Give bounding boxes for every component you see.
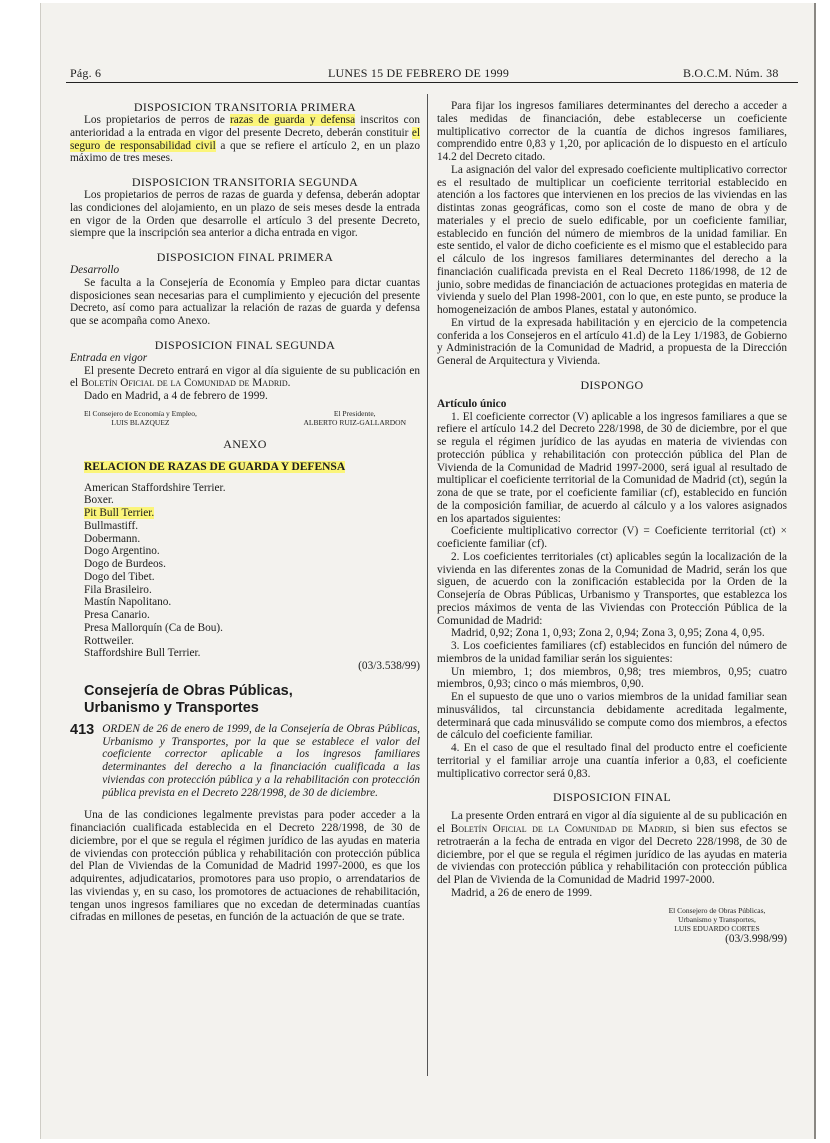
order-number: 413	[70, 721, 95, 738]
list-item: Fila Brasileiro.	[84, 583, 152, 596]
paragraph: Se faculta a la Consejería de Economía y Empleo para dictar cuantas disposiciones sean necesarias para el cumplimiento y ejecución del presente Decreto, así como para actualizar la relación de razas de guarda y defensa que se acompaña como Anexo.	[70, 276, 420, 327]
department-title: Consejería de Obras Públicas,	[84, 682, 293, 699]
annex-list-title: RELACION DE RAZAS DE GUARDA Y DEFENSA	[84, 460, 346, 473]
paragraph: Dado en Madrid, a 4 de febrero de 1999.	[84, 390, 268, 402]
list-item: Presa Canario.	[84, 609, 150, 621]
bulletin-number: B.O.C.M. Núm. 38	[683, 66, 779, 80]
paragraph: En el supuesto de que uno o varios miembros de la unidad familiar sean minusválidos, tal circunstancia debidamente acreditada legalmente, determinará que cada minusválido se compute como dos miembros, a efectos de cálculo del coeficiente familiar.	[437, 691, 787, 742]
section-title: DISPOSICION TRANSITORIA SEGUNDA	[131, 175, 359, 189]
reference-number: (03/3.538/99)	[358, 660, 420, 672]
paragraph: La presente Orden entrará en vigor al día siguiente al de su publicación en el Boletín Oficial de la Comunidad de Madrid, si bien sus efectos se retrotraerán a la fecha de entrada en vigor del Decreto 228/1998, de 30 de diciembre, por el que se regula el régimen jurídico de las ayudas en materia de viviendas con protección pública y rehabilitación con protección pública del Plan de Vivienda de la Comunidad de Madrid 1997-2000.	[437, 810, 787, 886]
paragraph: Un miembro, 1; dos miembros, 0,98; tres miembros, 0,95; cuatro miembros, 0,93; cinco o más miembros, 0,90.	[437, 665, 787, 691]
paragraph: Madrid, 0,92; Zona 1, 0,93; Zona 2, 0,94; Zona 3, 0,95; Zona 4, 0,95.	[451, 627, 765, 640]
header-rule	[66, 82, 798, 83]
section-title: DISPOSICION FINAL PRIMERA	[156, 250, 334, 264]
list-item: Dogo de Burdeos.	[84, 558, 166, 570]
list-item: Boxer.	[84, 494, 114, 507]
left-column	[70, 100, 420, 924]
paragraph: 2. Los coeficientes territoriales (ct) aplicables según la localización de la vivienda en las diferentes zonas de la Comunidad de Madrid, serán los que siguen, de acuerdo con la zonificación establecida por la Orden de la Consejería de Obras Públicas, Urbanismo y Transportes, que establezca los precios máximos de venta de las Viviendas con Protección Pública de la Comunidad de Madrid:	[437, 550, 787, 627]
list-item: Presa Mallorquín (Ca de Bou).	[84, 621, 223, 634]
annex-title: ANEXO	[223, 436, 267, 451]
list-item: Mastín Napolitano.	[84, 596, 172, 609]
article-title: Artículo único	[437, 397, 507, 410]
paragraph: Los propietarios de perros de razas de guarda y defensa, deberán adoptar las condiciones del alojamiento, en un plazo de seis meses desde la entrada en vigor de la Orden que desarrolle el artículo 3 del presente Decreto, siempre que la inscripción sea anterior a dicha entrada en vigor.	[70, 189, 420, 240]
department-title: Urbanismo y Transportes	[84, 699, 259, 716]
paragraph: 1. El coeficiente corrector (V) aplicable a los ingresos familiares a que se refiere el artículo 14.2 del Decreto 228/1998, de 30 de diciembre, por el que se regula el régimen jurídico de las ayudas en materia de viviendas con protección pública y rehabilitación con protección pública del Plan de Vivienda de la Comunidad de Madrid 1997-2000, será igual al resultado de multiplicar el coeficiente territorial de la Comunidad de Madrid (ct), según la zona de que se trate, por el coeficiente familiar (cf), establecido en función de la composición familiar, de acuerdo al cálculo y a los valores asignados en los apartados siguientes:	[437, 410, 787, 525]
section-title: DISPOSICION TRANSITORIA PRIMERA	[133, 100, 357, 114]
reference-number: (03/3.998/99)	[725, 932, 787, 945]
list-item: Staffordshire Bull Terrier.	[84, 647, 201, 660]
paragraph: El presente Decreto entrará en vigor al día siguiente de su publicación en el Boletín Oficial de la Comunidad de Madrid.	[70, 364, 420, 390]
list-item: Pit Bull Terrier.	[84, 507, 155, 519]
subsection-title: Entrada en vigor	[70, 351, 148, 364]
paragraph: Coeficiente multiplicativo corrector (V) = Coeficiente territorial (ct) × coeficiente familiar (cf).	[437, 525, 787, 550]
section-title: DISPONGO	[580, 377, 644, 392]
paragraph: 3. Los coeficientes familiares (cf) establecidos en función del número de miembros de la unidad familiar serán los siguientes:	[437, 640, 787, 665]
list-item: Rottweiler.	[84, 634, 134, 647]
order-heading	[70, 723, 420, 800]
column-divider	[427, 94, 428, 1076]
section-title: DISPOSICION FINAL	[552, 790, 672, 805]
list-item: American Staffordshire Terrier.	[84, 481, 226, 494]
list-item: Dobermann.	[84, 532, 141, 545]
highlight: el seguro de responsabilidad civil	[70, 126, 420, 152]
paragraph: 4. En el caso de que el resultado final del producto entre el coeficiente territorial y el familiar arroje una cuantía inferior a 0,83, el coeficiente multiplicativo corrector será 0,83.	[437, 742, 787, 780]
signature-block: El Consejero de Economía y Empleo, LUIS BLAZQUEZ El Presidente, ALBERTO RUIZ-GALLARDON	[84, 408, 406, 427]
order-summary: ORDEN de 26 de enero de 1999, de la Consejería de Obras Públicas, Urbanismo y Transportes, por la que se establece el valor del coeficiente corrector aplicable a los ingresos familiares determinantes del derecho a la financiación cualificada a las viviendas con protección pública y a la rehabilitación con protección pública prevista en el Decreto 228/1998, de 30 de diciembre.	[102, 722, 420, 799]
breed-list	[70, 482, 420, 661]
list-item: Dogo Argentino.	[84, 545, 160, 558]
section-title: DISPOSICION FINAL SEGUNDA	[154, 337, 336, 352]
list-item: Bullmastiff.	[84, 519, 139, 532]
paragraph: Los propietarios de perros de razas de guarda y defensa inscritos con anterioridad a la entrada en vigor del presente Decreto, deberán constituir el seguro de responsabilidad civil a que se refiere el artículo 2, en un plazo máximo de tres meses.	[70, 114, 420, 165]
subsection-title: Desarrollo	[70, 264, 120, 276]
page-number: Pág. 6	[70, 66, 102, 80]
right-column	[437, 100, 787, 945]
paragraph: Para fijar los ingresos familiares determinantes del derecho a acceder a tales medidas de financiación, debe establecerse un coeficiente multiplicativo corrector de la cuantía de dichos ingresos familiares, comprendido entre 0,83 y 1,20, por aplicación de lo dispuesto en el artículo 14.2 del Decreto citado.	[437, 100, 787, 163]
issue-date: LUNES 15 DE FEBRERO DE 1999	[328, 66, 510, 80]
paragraph: La asignación del valor del expresado coeficiente multiplicativo corrector es el resultado de multiplicar un coeficiente territorial establecido en atención a los factores que intervienen en los precios de las viviendas en las distintas zonas geográficas, como son el coste de mano de obra y de materiales y el precio de suelo edificable, por un coeficiente familiar, establecido en función del número de miembros de la unidad familiar. En este sentido, el valor de dicho coeficiente es el mismo que el establecido para el cálculo de los ingresos familiares determinantes del derecho a la financiación cualificada prevista en el Real Decreto 1186/1998, de 12 de junio, sobre medidas de financiación de actuaciones protegidas en materia de vivienda y suelo del Plan 1998-2001, con lo que, en este punto, se produce la homogeneización de ambos Planes, estatal y autonómico.	[437, 163, 787, 316]
paragraph: Una de las condiciones legalmente previstas para poder acceder a la financiación cualificada establecida en el Decreto 228/1998, de 30 de diciembre, por el que se regula el régimen jurídico de las ayudas en materia de viviendas con protección pública y rehabilitación con protección pública del Plan de Viviendas de la Comunidad de Madrid 1997-2000, es que los adquirentes, adjudicatarios, promotores para uso propio, o arrendatarios de las viviendas y, en su caso, los promotores de actuaciones de rehabilitación, tengan unos ingresos familiares que no excedan de determinadas cuantías cifradas en millones de pesetas, en función de la actuación de que se trate.	[70, 809, 420, 924]
paragraph: Madrid, a 26 de enero de 1999.	[451, 886, 593, 899]
paragraph: En virtud de la expresada habilitación y en ejercicio de la competencia conferida a los Consejeros en el artículo 41.d) de la Ley 1/1983, de Gobierno y Administración de la Comunidad de Madrid, a propuesta de la Dirección General de Arquitectura y Vivienda.	[437, 316, 787, 367]
list-item: Dogo del Tibet.	[84, 570, 155, 583]
signature-block: El Consejero de Obras Públicas, Urbanismo y Transportes, LUIS EDUARDO CORTES	[668, 905, 766, 933]
highlight: razas de guarda y defensa	[230, 114, 356, 126]
